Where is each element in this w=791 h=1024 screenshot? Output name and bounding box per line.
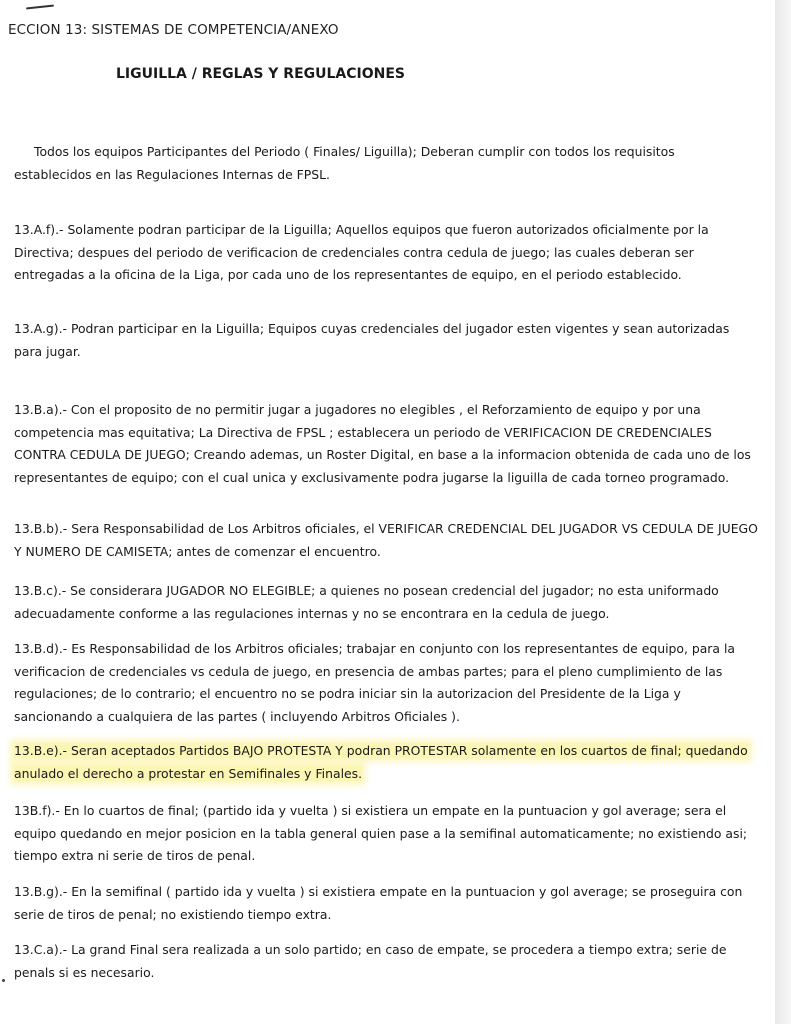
rule-13-b-g: 13.B.g).- En la semifinal ( partido ida y vuelta ) si existiera empate en la puntuacion y gol average; se proseguira con serie de tiros de penal; no existiendo tiempo extra. [14,884,743,922]
rule-13-b-a: 13.B.a).- Con el proposito de no permitir jugar a jugadores no elegibles , el Reforzamiento de equipo y por una competencia mas equitativa; La Directiva de FPSL ; establecera un periodo de VERIFICACION DE CREDENCIALES CONTRA CEDULA DE JUEGO; Creando ademas, un Roster Digital, en base a la informacion obtenida de cada uno de los representantes de equipo; con el cual unica y exclusivamente podra jugarse la liguilla de cada torneo programado. [14,402,751,485]
scan-edge [775,0,791,1024]
section-header: ECCION 13: SISTEMAS DE COMPETENCIA/ANEXO [8,22,339,38]
highlighted-rule-text: 13.B.e).- Seran aceptados Partidos BAJO PROTESTA Y podran PROTESTAR solamente en los cuartos de final; quedando anulado el derecho a protestar en Semifinales y Finales. [14,743,748,781]
pen-mark [26,5,54,10]
rule-13-b-e [14,740,758,785]
rule-13-c-a: 13.C.a).- La grand Final sera realizada a un solo partido; en caso de empate, se procedera a tiempo extra; serie de penals si es necesario. [14,942,727,980]
scan-speck [2,979,5,982]
rule-13-b-d: 13.B.d).- Es Responsabilidad de los Arbitros oficiales; trabajar en conjunto con los representantes de equipo, para la verificacion de credenciales vs cedula de juego, en presencia de ambas partes; para el pleno cumplimiento de las regulaciones; de lo contrario; el encuentro no se podra iniciar sin la autorizacion del Presidente de la Liga y sancionando a cualquiera de las partes ( incluyendo Arbitros Oficiales ). [14,641,735,724]
rule-13-a-g: 13.A.g).- Podran participar en la Liguilla; Equipos cuyas credenciales del jugador esten vigentes y sean autorizadas para jugar. [14,321,730,359]
intro-paragraph: Todos los equipos Participantes del Periodo ( Finales/ Liguilla); Deberan cumplir con todos los requisitos establecidos en las Regulaciones Internas de FPSL. [14,144,675,182]
document-title: LIGUILLA / REGLAS Y REGULACIONES [116,66,406,82]
rule-13-a-f: 13.A.f).- Solamente podran participar de la Liguilla; Aquellos equipos que fueron autorizados oficialmente por la Directiva; despues del periodo de verificacion de credenciales contra cedula de juego; las cuales deberan ser entregadas a la oficina de la Liga, por cada uno de los representantes de equipo, en el periodo establecido. [14,222,709,282]
rule-13-b-b: 13.B.b).- Sera Responsabilidad de Los Arbitros oficiales, el VERIFICAR CREDENCIAL DEL JUGADOR VS CEDULA DE JUEGO Y NUMERO DE CAMISETA; antes de comenzar el encuentro. [14,521,758,559]
rule-13-b-c: 13.B.c).- Se considerara JUGADOR NO ELEGIBLE; a quienes no posean credencial del jugador; no esta uniformado adecuadamente conforme a las regulaciones internas y no se encontrara en la cedula de juego. [14,583,719,621]
rule-13-b-f: 13B.f).- En lo cuartos de final; (partido ida y vuelta ) si existiera un empate en la puntuacion y gol average; sera el equipo quedando en mejor posicion en la tabla general quien pase a la semifinal automaticamente; no existiendo asi; tiempo extra ni serie de tiros de penal. [14,803,748,863]
